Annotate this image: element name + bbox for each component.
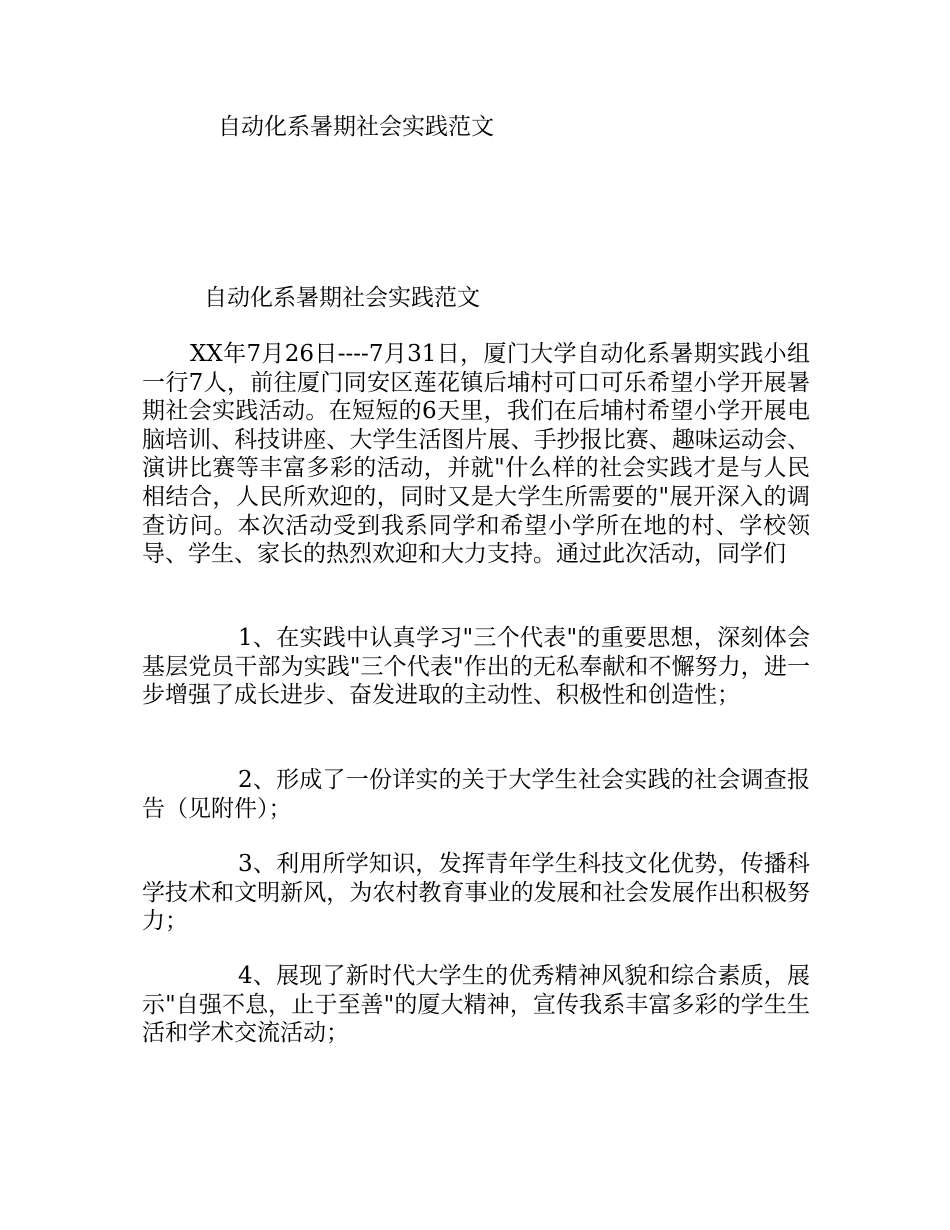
document-subtitle: 自动化系暑期社会实践范文 — [204, 285, 480, 311]
list-item-3: 3、利用所学知识，发挥青年学生科技文化优势，传播科学技术和文明新风，为农村教育事业的发展和社会发展作出积极努力； — [142, 851, 810, 935]
list-item-2: 2、形成了一份详实的关于大学生社会实践的社会调查报告（见附件）； — [142, 767, 810, 822]
document-title: 自动化系暑期社会实践范文 — [218, 114, 494, 140]
list-item-4: 4、展现了新时代大学生的优秀精神风貌和综合素质，展示"自强不息，止于至善"的厦大精神，宣传我系丰富多彩的学生生活和学术交流活动； — [142, 963, 810, 1047]
list-item-1: 1、在实践中认真学习"三个代表"的重要思想，深刻体会基层党员干部为实践"三个代表"作出的无私奉献和不懈努力，进一步增强了成长进步、奋发进取的主动性、积极性和创造性； — [142, 625, 810, 709]
intro-paragraph: XX年7月26日----7月31日，厦门大学自动化系暑期实践小组一行7人，前往厦门同安区莲花镇后埔村可口可乐希望小学开展暑期社会实践活动。在短短的6天里，我们在后埔村希望小学开展电脑培训、科技讲座、大学生活图片展、手抄报比赛、趣味运动会、演讲比赛等丰富多彩的活动，并就"什么样的社会实践才是与人民相结合，人民所欢迎的，同时又是大学生所需要的"展开深入的调查访问。本次活动受到我系同学和希望小学所在地的村、学校领导、学生、家长的热烈欢迎和大力支持。通过此次活动，同学们 — [142, 341, 810, 568]
